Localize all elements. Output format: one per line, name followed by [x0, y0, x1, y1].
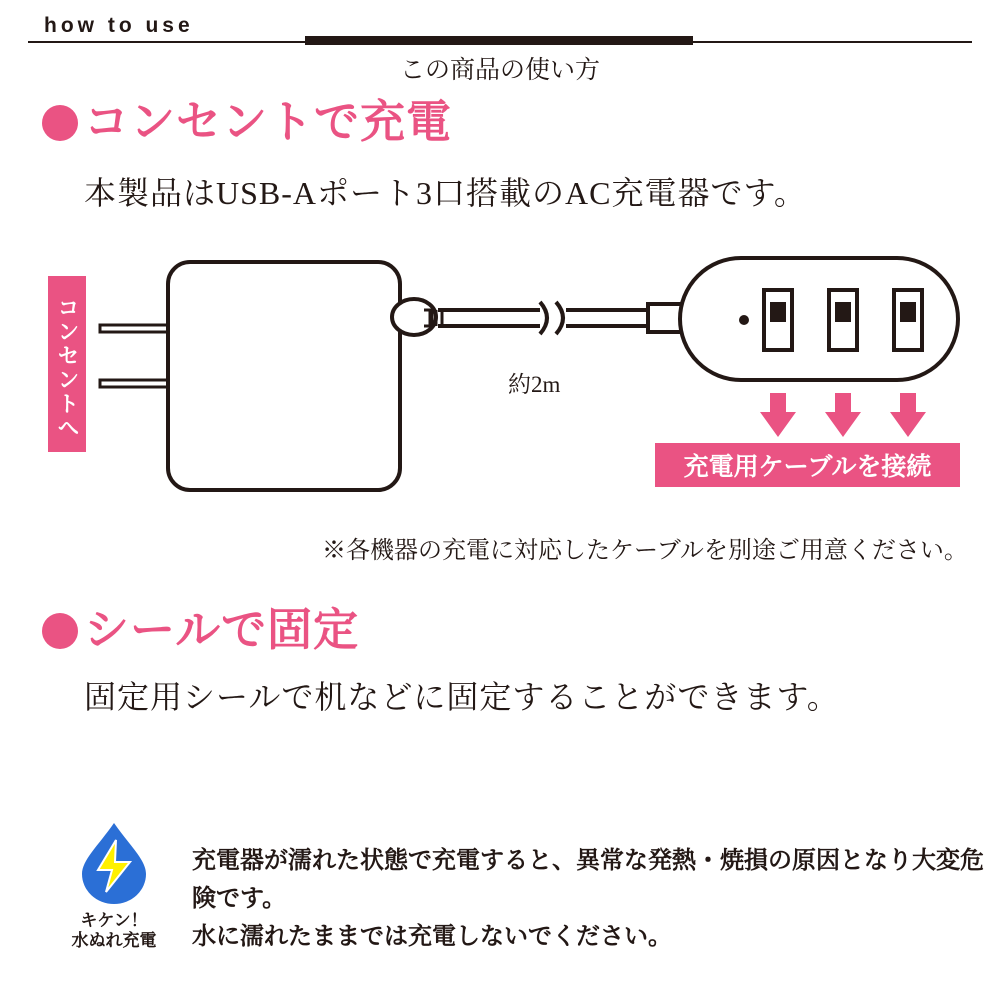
page-header — [0, 0, 1000, 46]
connect-arrows — [760, 393, 926, 437]
led-indicator — [739, 315, 749, 325]
warning-text — [192, 842, 984, 956]
warning-icon-label — [54, 911, 174, 951]
cable-break-mark — [540, 302, 547, 334]
connect-cable-callout: 充電用ケーブルを接続 — [655, 443, 960, 487]
warning-text-line2: 水に濡れたままでは充電しないでください。 — [192, 923, 672, 950]
ac-adapter-body — [168, 262, 400, 490]
page-title: how to use — [44, 14, 202, 38]
outlet-callout-label: コンセントへ — [48, 276, 86, 452]
header-divider-thick — [305, 36, 693, 45]
warning-block — [54, 820, 984, 960]
bullet-icon — [42, 613, 78, 649]
section-body-sticker: 固定用シールで机などに固定することができます。 — [84, 679, 840, 715]
section-heading-charge — [42, 97, 453, 147]
warning-icon-label-line2: 水ぬれ充電 — [71, 931, 157, 950]
water-hazard-icon — [68, 820, 160, 904]
warning-icon-group — [54, 820, 174, 951]
bullet-icon — [42, 105, 78, 141]
warning-icon-label-line1: キケン！ — [80, 911, 148, 930]
section-heading-label: シールで固定 — [84, 605, 360, 655]
page-subtitle: この商品の使い方 — [399, 57, 600, 84]
usb-port-1 — [764, 290, 792, 350]
section-heading-sticker — [42, 605, 360, 655]
usb-port-3 — [894, 290, 922, 350]
plug-prong-bottom — [100, 380, 172, 387]
warning-text-line1: 充電器が濡れた状態で充電すると、異常な発熱・焼損の原因となり大変危険です。 — [192, 847, 984, 912]
plug-prong-top — [100, 325, 172, 332]
cable-length-label: 約2m — [508, 372, 561, 397]
section-heading-label: コンセントで充電 — [84, 97, 453, 147]
diagram-note: ※各機器の充電に対応したケーブルを別途ご用意ください。 — [322, 538, 968, 564]
usb-port-2 — [829, 290, 857, 350]
section-body-charge: 本製品はUSB-Aポート3口搭載のAC充電器です。 — [84, 175, 807, 211]
